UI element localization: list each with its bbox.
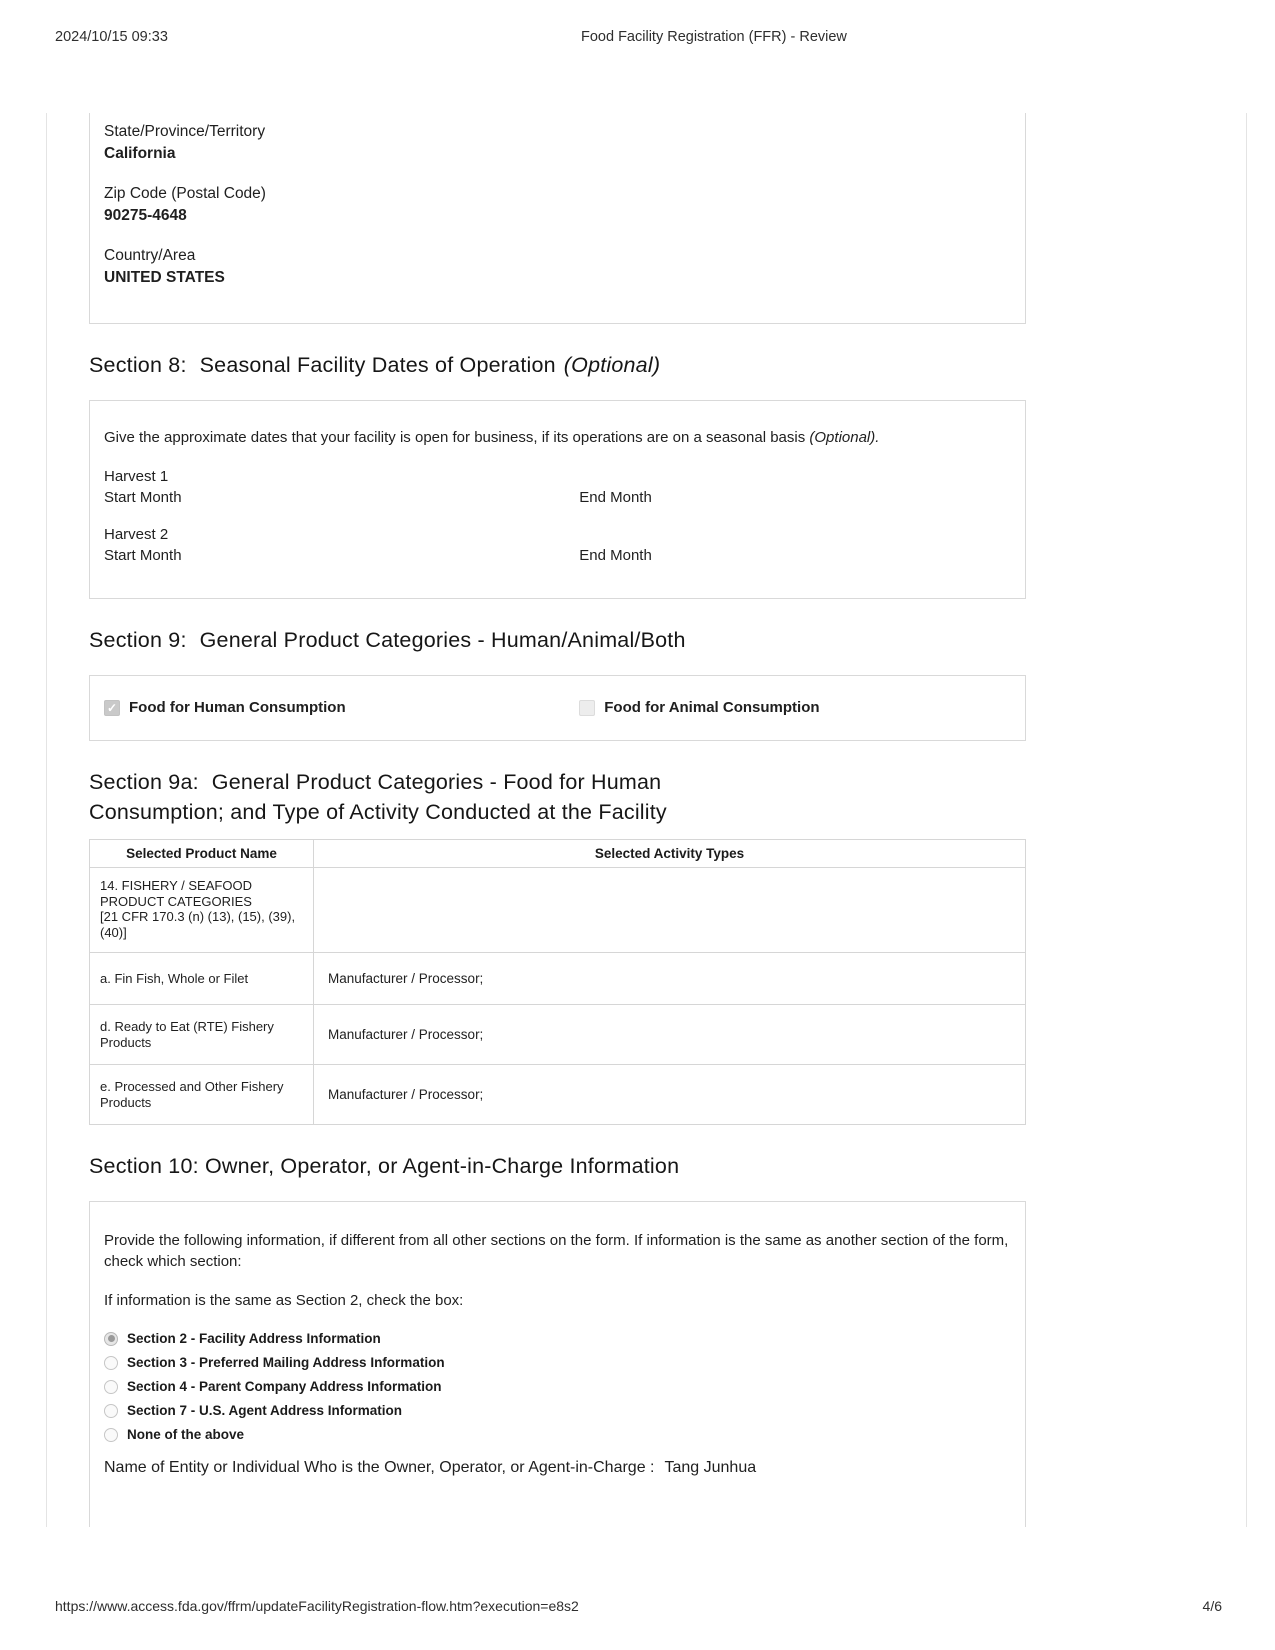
field-state bbox=[104, 121, 1011, 165]
table-row bbox=[90, 953, 1026, 1005]
product-cfr-line: [21 CFR 170.3 (n) (13), (15), (39), (40)] bbox=[100, 909, 296, 940]
country-value: UNITED STATES bbox=[104, 269, 225, 286]
section9-heading-title: General Product Categories - Human/Animal/Both bbox=[199, 628, 686, 652]
same-as-section-radio-group bbox=[104, 1331, 1011, 1442]
section8-heading-title: Seasonal Facility Dates of Operation bbox=[199, 353, 556, 377]
section2-radio[interactable] bbox=[104, 1332, 118, 1346]
product-name-cell bbox=[90, 868, 314, 953]
product-name-header: Selected Product Name bbox=[90, 840, 314, 868]
section3-radio[interactable] bbox=[104, 1356, 118, 1370]
section7-radio-label: Section 7 - U.S. Agent Address Information bbox=[127, 1403, 403, 1418]
section9-panel bbox=[89, 675, 1026, 741]
harvest2-group bbox=[104, 524, 1011, 566]
section8-heading bbox=[89, 350, 1026, 380]
field-country bbox=[104, 245, 1011, 289]
print-header-datetime: 2024/10/15 09:33 bbox=[55, 29, 168, 45]
product-categories-table bbox=[89, 839, 1026, 1125]
none-of-above-radio-label: None of the above bbox=[127, 1427, 245, 1442]
activity-types-cell: Manufacturer / Processor; bbox=[314, 1005, 1026, 1065]
product-name-cell: d. Ready to Eat (RTE) Fishery Products bbox=[90, 1005, 314, 1065]
section9-heading bbox=[89, 625, 1026, 655]
food-animal-label: Food for Animal Consumption bbox=[604, 699, 820, 716]
activity-types-header: Selected Activity Types bbox=[314, 840, 1026, 868]
section3-radio-label: Section 3 - Preferred Mailing Address Information bbox=[127, 1355, 445, 1370]
activity-types-cell: Manufacturer / Processor; bbox=[314, 953, 1026, 1005]
section4-radio-label: Section 4 - Parent Company Address Information bbox=[127, 1379, 442, 1394]
food-human-option bbox=[104, 698, 579, 718]
food-human-label: Food for Human Consumption bbox=[129, 699, 346, 716]
print-header-title: Food Facility Registration (FFR) - Review bbox=[581, 29, 847, 45]
activity-types-cell: Manufacturer / Processor; bbox=[314, 1065, 1026, 1125]
section8-intro bbox=[104, 427, 1011, 448]
product-name-line: 14. FISHERY / SEAFOOD PRODUCT CATEGORIES bbox=[100, 878, 252, 909]
harvest1-end-month-label: End Month bbox=[579, 489, 652, 506]
section2-radio-label: Section 2 - Facility Address Information bbox=[127, 1331, 381, 1346]
harvest1-months-row bbox=[104, 487, 1011, 508]
section9a-heading bbox=[89, 767, 1026, 827]
facility-address-panel bbox=[89, 113, 1026, 324]
zip-value: 90275-4648 bbox=[104, 207, 187, 224]
product-name-cell: a. Fin Fish, Whole or Filet bbox=[90, 953, 314, 1005]
form-content-column bbox=[89, 113, 1026, 1527]
table-row bbox=[90, 1005, 1026, 1065]
state-label: State/Province/Territory bbox=[104, 123, 266, 140]
section4-radio[interactable] bbox=[104, 1380, 118, 1394]
radio-option-none bbox=[104, 1427, 1011, 1442]
table-row bbox=[90, 868, 1026, 953]
activity-types-cell bbox=[314, 868, 1026, 953]
harvest1-start-month-label: Start Month bbox=[104, 489, 182, 506]
table-header-row bbox=[90, 840, 1026, 868]
section8-panel bbox=[89, 400, 1026, 599]
harvest2-start-month-label: Start Month bbox=[104, 547, 182, 564]
section10-heading: Section 10: Owner, Operator, or Agent-in-Charge Information bbox=[89, 1154, 680, 1178]
owner-name-line bbox=[104, 1456, 1011, 1479]
print-footer-page-number: 4/6 bbox=[1202, 1598, 1222, 1614]
food-human-checkbox[interactable] bbox=[104, 700, 120, 716]
section9a-heading-line2: Consumption; and Type of Activity Conducted at the Facility bbox=[89, 800, 667, 824]
document-page-frame bbox=[46, 113, 1247, 1527]
radio-option-section7 bbox=[104, 1403, 1011, 1418]
harvest2-label: Harvest 2 bbox=[104, 526, 169, 543]
section8-heading-prefix: Section 8: bbox=[89, 353, 187, 377]
food-animal-checkbox[interactable] bbox=[579, 700, 595, 716]
zip-label: Zip Code (Postal Code) bbox=[104, 185, 266, 202]
section8-intro-text: Give the approximate dates that your facility is open for business, if its operations are on a seasonal basis bbox=[104, 429, 806, 446]
table-row bbox=[90, 1065, 1026, 1125]
radio-option-section2 bbox=[104, 1331, 1011, 1346]
product-name-cell: e. Processed and Other Fishery Products bbox=[90, 1065, 314, 1125]
section10-panel bbox=[89, 1201, 1026, 1527]
harvest1-group bbox=[104, 466, 1011, 508]
none-of-above-radio[interactable] bbox=[104, 1428, 118, 1442]
section8-intro-optional: (Optional). bbox=[809, 429, 880, 446]
section9a-heading-line1: General Product Categories - Food for Human bbox=[211, 770, 662, 794]
section10-intro: Provide the following information, if different from all other sections on the form. If information is the same as another section of the form, check which section: bbox=[104, 1232, 1009, 1270]
section10-instruction: If information is the same as Section 2, check the box: bbox=[104, 1292, 464, 1309]
owner-name-label: Name of Entity or Individual Who is the Owner, Operator, or Agent-in-Charge : bbox=[104, 1459, 655, 1476]
country-label: Country/Area bbox=[104, 247, 196, 264]
radio-option-section3 bbox=[104, 1355, 1011, 1370]
section9-heading-prefix: Section 9: bbox=[89, 628, 187, 652]
harvest2-months-row bbox=[104, 545, 1011, 566]
food-animal-option bbox=[579, 698, 819, 718]
section8-heading-optional: (Optional) bbox=[563, 353, 661, 377]
radio-option-section4 bbox=[104, 1379, 1011, 1394]
harvest1-label: Harvest 1 bbox=[104, 468, 169, 485]
section7-radio[interactable] bbox=[104, 1404, 118, 1418]
state-value: California bbox=[104, 145, 176, 162]
owner-name-value: Tang Junhua bbox=[664, 1459, 757, 1476]
section9a-heading-prefix: Section 9a: bbox=[89, 770, 199, 794]
harvest2-end-month-label: End Month bbox=[579, 547, 652, 564]
field-zip bbox=[104, 183, 1011, 227]
print-footer-url: https://www.access.fda.gov/ffrm/updateFacilityRegistration-flow.htm?execution=e8s2 bbox=[55, 1598, 579, 1614]
